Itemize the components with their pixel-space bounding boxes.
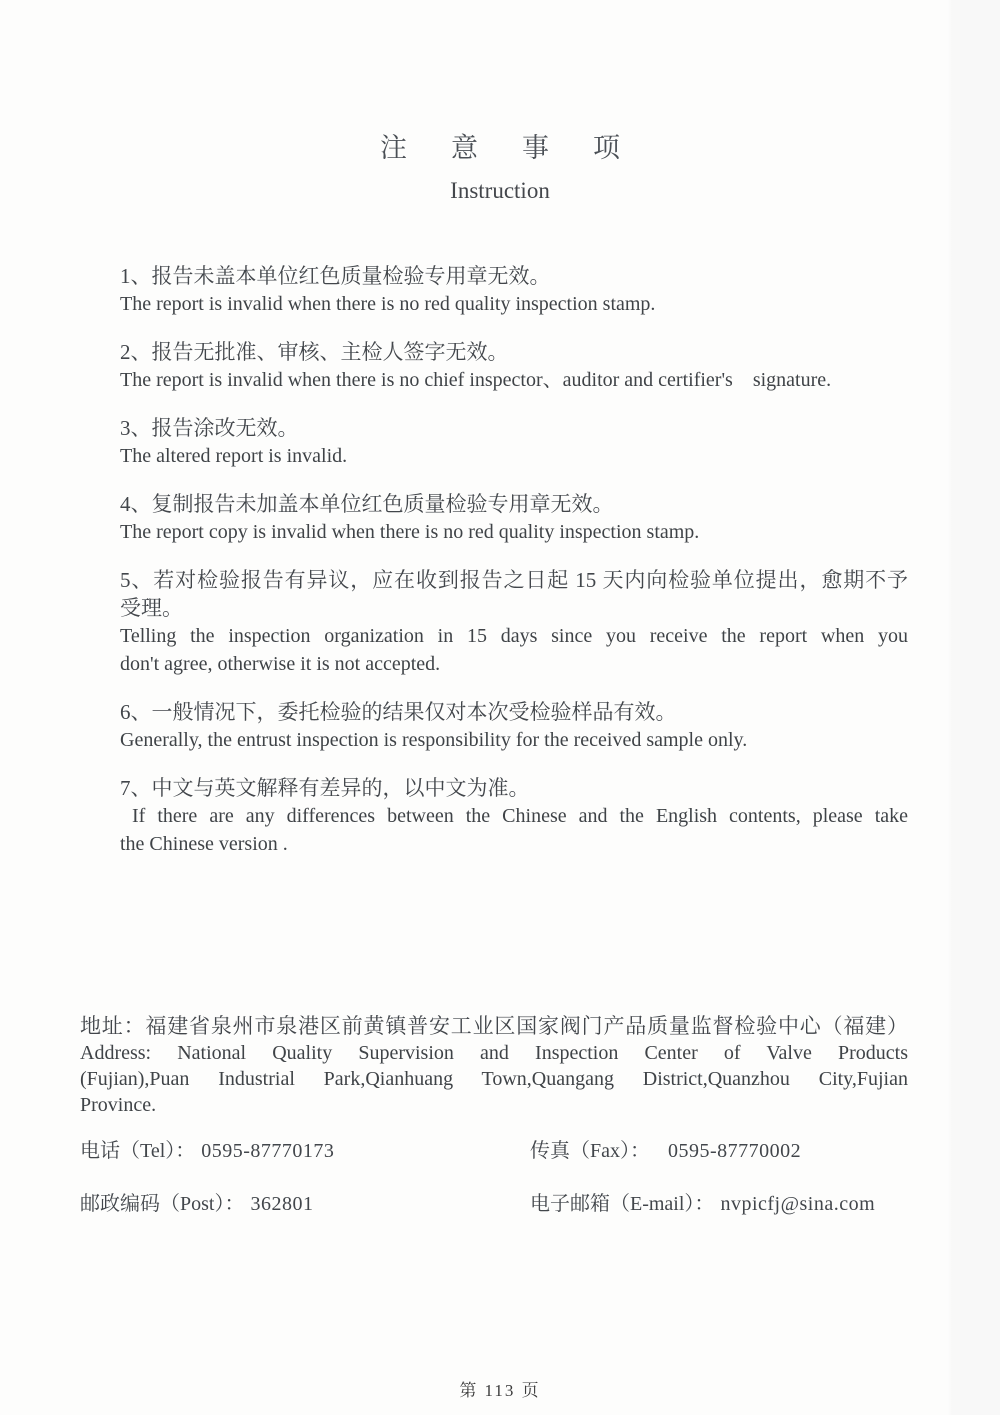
item-7-english-line-1: If there are any differences between the Chinese and the English contents, please take <box>120 805 909 827</box>
item-2-english: The report is invalid when there is no chief inspector、auditor and certifier's signature. <box>120 369 832 391</box>
contact-row-2 <box>80 1189 920 1219</box>
page-title-chinese: 注意事项 <box>380 133 664 163</box>
instruction-item-6 <box>120 698 908 754</box>
fax-field <box>530 1136 920 1166</box>
item-1-chinese: 1、报告未盖本单位红色质量检验专用章无效。 <box>120 264 551 288</box>
title-block <box>0 130 1000 206</box>
address-english-line-2: (Fujian),Puan Industrial Park,Qianhuang Town,Quangang District,Quanzhou City,Fujian <box>80 1068 908 1090</box>
item-5-chinese-line-1: 5、若对检验报告有异议，应在收到报告之日起 15 天内向检验单位提出，愈期不予 <box>120 568 908 592</box>
contact-row-1 <box>80 1136 920 1166</box>
address-english-line-1: Address: National Quality Supervision and Inspection Center of Valve Products <box>80 1042 908 1064</box>
item-5-english-line-1: Telling the inspection organization in 15 days since you receive the report when you <box>120 625 908 647</box>
contact-info <box>80 1136 920 1242</box>
item-7-english-line-2: the Chinese version . <box>120 833 288 855</box>
email-field <box>530 1189 920 1219</box>
postcode-field <box>80 1189 530 1219</box>
item-1-english: The report is invalid when there is no red quality inspection stamp. <box>120 293 656 315</box>
instruction-list <box>120 262 908 878</box>
postcode-number: 362801 <box>250 1193 314 1215</box>
item-4-english: The report copy is invalid when there is no red quality inspection stamp. <box>120 521 700 543</box>
item-3-chinese: 3、报告涂改无效。 <box>120 416 299 440</box>
address-block <box>80 1012 908 1118</box>
item-4-chinese: 4、复制报告未加盖本单位红色质量检验专用章无效。 <box>120 492 614 516</box>
instruction-item-2 <box>120 338 908 394</box>
address-chinese: 地址：福建省泉州市泉港区前黄镇普安工业区国家阀门产品质量监督检验中心（福建） <box>80 1014 908 1038</box>
item-7-chinese: 7、中文与英文解释有差异的，以中文为准。 <box>120 776 530 800</box>
telephone-label: 电话（Tel）： <box>80 1140 196 1162</box>
item-3-english: The altered report is invalid. <box>120 445 348 467</box>
telephone-field <box>80 1136 530 1166</box>
item-6-english: Generally, the entrust inspection is responsibility for the received sample only. <box>120 729 748 751</box>
page-title-english: Instruction <box>450 178 550 203</box>
address-english-line-3: Province. <box>80 1094 157 1116</box>
email-label: 电子邮箱（E-mail）： <box>530 1193 715 1215</box>
page-number: 第 113 页 <box>459 1381 541 1400</box>
postcode-label: 邮政编码（Post）： <box>80 1193 245 1215</box>
fax-label: 传真（Fax）： <box>530 1140 650 1162</box>
page-footer <box>0 1376 1000 1401</box>
instruction-item-1 <box>120 262 908 318</box>
instruction-item-4 <box>120 490 908 546</box>
item-2-chinese: 2、报告无批准、审核、主检人签字无效。 <box>120 340 509 364</box>
item-6-chinese: 6、一般情况下，委托检验的结果仅对本次受检验样品有效。 <box>120 700 677 724</box>
item-5-english-line-2: don't agree, otherwise it is not accepted. <box>120 653 441 675</box>
instruction-item-7 <box>120 774 908 858</box>
instruction-item-3 <box>120 414 908 470</box>
telephone-number: 0595-87770173 <box>201 1140 335 1162</box>
fax-number: 0595-87770002 <box>668 1140 802 1162</box>
email-address: nvpicfj@sina.com <box>720 1193 876 1215</box>
item-5-chinese-line-2: 受理。 <box>120 596 183 620</box>
instruction-item-5 <box>120 566 908 678</box>
